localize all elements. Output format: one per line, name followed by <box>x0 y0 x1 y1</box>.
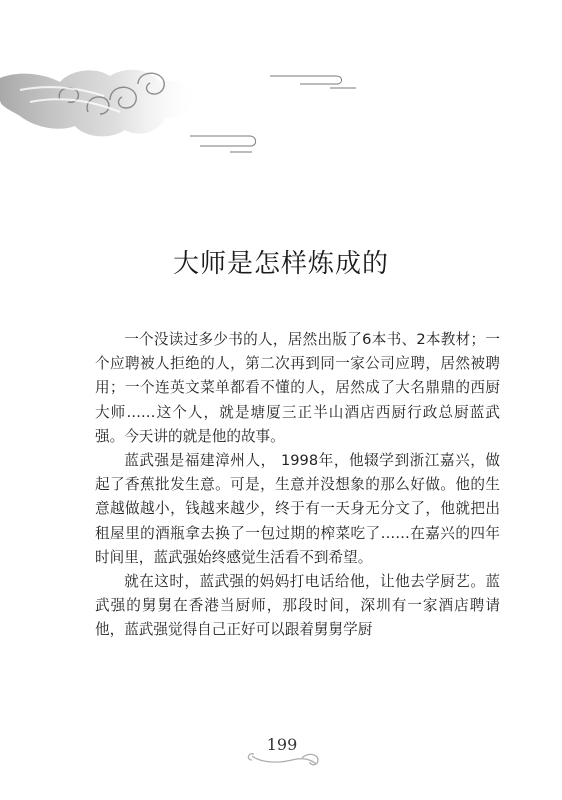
page-number-block <box>232 730 332 770</box>
article-body <box>95 328 500 643</box>
cloud-ornament-icon <box>0 40 400 170</box>
paragraph: 蓝武强是福建漳州人， 1998年，他辍学到浙江嘉兴，做起了香蕉批发生意。可是，生意并没想象的那么好做。他的生意越做越小，钱越来越少，终于有一天身无分文了，他就把出租屋里的酒瓶拿去换了一包过期的榨菜吃了……在嘉兴的四年时间里，蓝武强始终感觉生活看不到希望。 <box>95 452 500 566</box>
paragraph: 一个没读过多少书的人，居然出版了6本书、2本教材；一个应聘被人拒绝的人，第二次再到同一家公司应聘，居然被聘用；一个连英文菜单都看不懂的人，居然成了大名鼎鼎的西厨大师……这个人，就是塘厦三正半山酒店西厨行政总厨蓝武强。今天讲的就是他的故事。 <box>95 331 500 445</box>
paragraph: 就在这时，蓝武强的妈妈打电话给他，让他去学厨艺。蓝武强的舅舅在香港当厨师，那段时间，深圳有一家酒店聘请他，蓝武强觉得自己正好可以跟着舅舅学厨 <box>95 573 500 639</box>
page-title: 大师是怎样炼成的 <box>172 249 389 279</box>
page-number: 199 <box>266 735 298 754</box>
